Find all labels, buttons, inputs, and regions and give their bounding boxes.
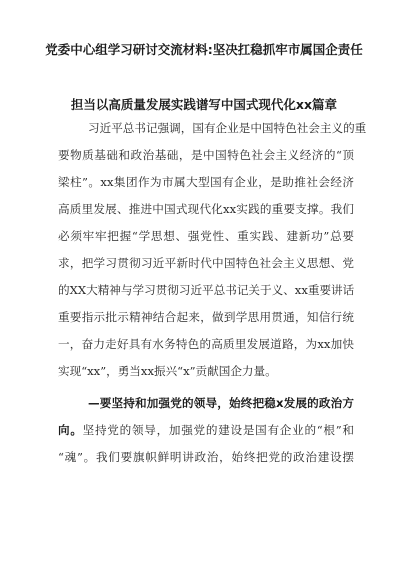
paragraph1-line: 重要指示批示精神结合起来，做到学思用贯通，知信行统 <box>58 310 354 324</box>
document-title-line2: 担当以高质量发展实践谱写中国式现代化xx篇章 <box>70 97 338 112</box>
paragraph2-line: “魂”。我们要旗帜鲜明讲政治，始终把党的政治建设摆 <box>58 450 354 464</box>
paragraph1-line: 高质里发展、推进中国式现代化xx实践的重要支撑。我们 <box>58 202 354 216</box>
paragraph2-line <box>58 422 354 438</box>
paragraph1-line: 习近平总书记强调，国有企业是中国特色社会主义的重 <box>88 121 367 135</box>
document-title-line1: 党委中心组学习研讨交流材料:坚决扛稳抓牢市属国企责任 <box>45 42 363 57</box>
paragraph2-text: 坚持党的领导，加强党的建设是国有企业的“根”和 <box>82 423 354 437</box>
paragraph1-line: 的XX大精神与学习贯彻习近平总书记关于义、xx重要讲话 <box>58 283 355 297</box>
paragraph1-line: 一，奋力走好具有水务特色的高质里发展道路，为xx加快 <box>58 337 354 351</box>
paragraph1-line: 梁柱”。xx集团作为市属大型国有企业，是助推社会经济 <box>58 175 354 189</box>
section-heading: —要坚持和加强党的领导，始终把稳x发展的政治方 <box>88 396 354 410</box>
paragraph1-line: 要物质基础和政治基础，是中国特色社会主义经济的“顶 <box>58 148 354 162</box>
paragraph1-line: 求，把学习贯彻习近平新时代中国特色社会主义思想、党 <box>58 256 354 270</box>
section-heading-end: 向。 <box>58 423 83 437</box>
paragraph1-line: 实现“xx”，勇当xx振兴“x”贡献国企力量。 <box>58 364 277 378</box>
paragraph1-line: 必须牢牢把握“学思想、强党性、重实践、建新功”总要 <box>58 229 354 243</box>
